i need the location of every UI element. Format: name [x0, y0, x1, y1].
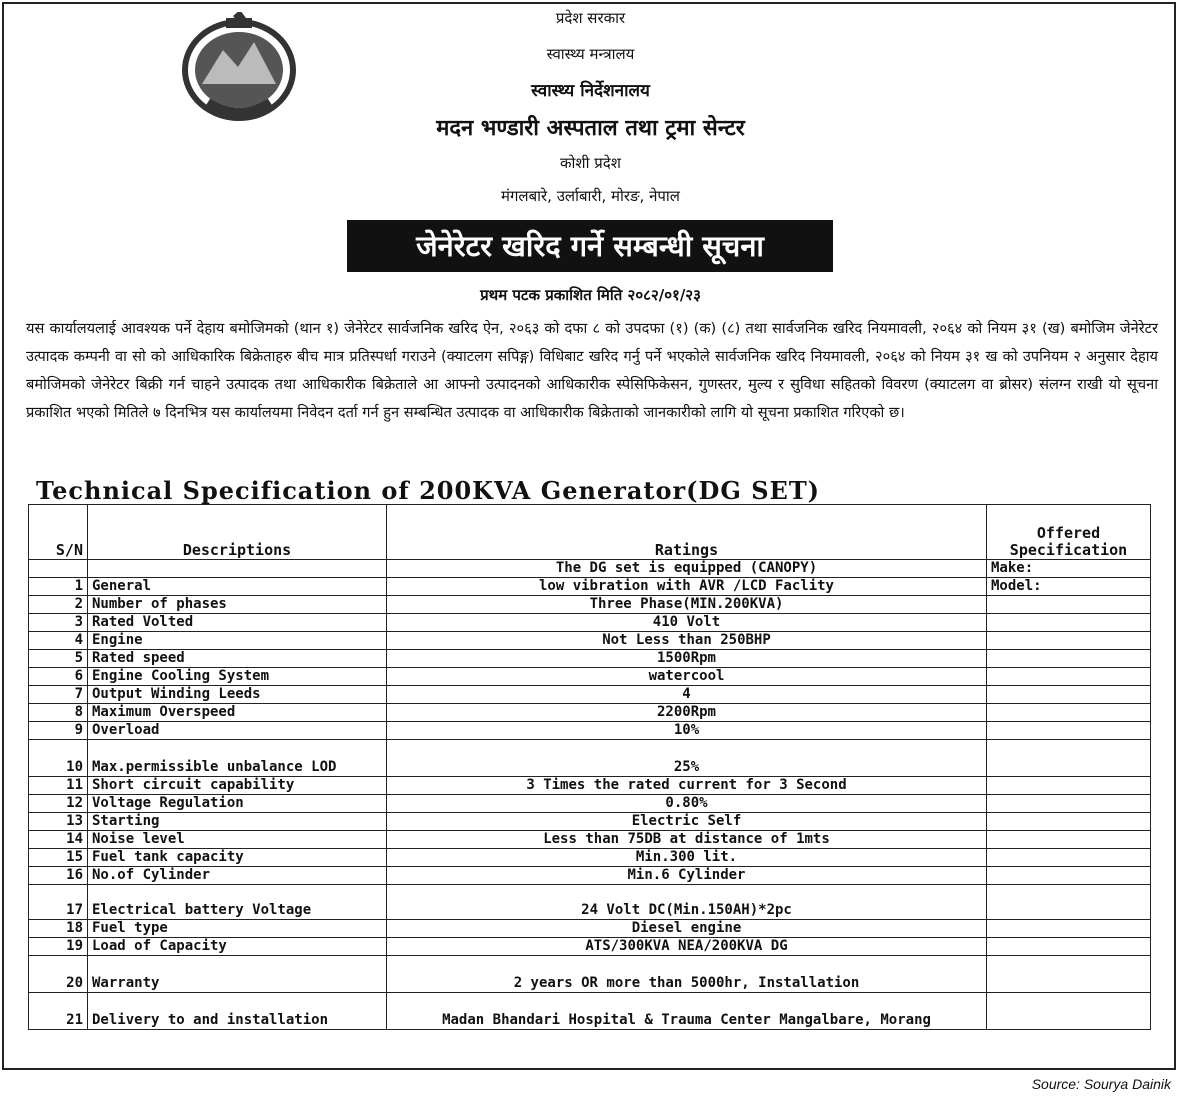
row-description: Max.permissible unbalance LOD — [88, 740, 387, 777]
row-description: Rated speed — [88, 650, 387, 668]
row-description: Engine Cooling System — [88, 668, 387, 686]
table-header-row — [29, 505, 1151, 560]
row-offered — [987, 867, 1151, 885]
row-rating: Electric Self — [387, 813, 987, 831]
header-address: मंगलबारे, उर्लाबारी, मोरङ, नेपाल — [501, 187, 680, 205]
row-sn: 3 — [29, 614, 88, 632]
row-offered — [987, 740, 1151, 777]
row-offered — [987, 849, 1151, 867]
row-description: Fuel type — [88, 920, 387, 938]
row-rating: 10% — [387, 722, 987, 740]
row-offered: Model: — [987, 578, 1151, 596]
table-row — [29, 650, 1151, 668]
row-sn: 9 — [29, 722, 88, 740]
row-sn: 2 — [29, 596, 88, 614]
spec-table — [28, 504, 1151, 1030]
row-sn: 15 — [29, 849, 88, 867]
row-rating: low vibration with AVR /LCD Faclity — [387, 578, 987, 596]
table-row — [29, 956, 1151, 993]
row-sn: 6 — [29, 668, 88, 686]
table-row — [29, 668, 1151, 686]
row-description: Warranty — [88, 956, 387, 993]
row-sn: 4 — [29, 632, 88, 650]
row-offered — [987, 722, 1151, 740]
row-rating: Min.300 lit. — [387, 849, 987, 867]
table-row — [29, 614, 1151, 632]
row-description: Electrical battery Voltage — [88, 885, 387, 920]
row-offered — [987, 650, 1151, 668]
row-rating: 25% — [387, 740, 987, 777]
table-row — [29, 993, 1151, 1030]
row-rating: 0.80% — [387, 795, 987, 813]
row-sn: 16 — [29, 867, 88, 885]
row-description: Load of Capacity — [88, 938, 387, 956]
row-description: Maximum Overspeed — [88, 704, 387, 722]
header-descriptions: Descriptions — [88, 505, 387, 560]
row-sn: 1 — [29, 578, 88, 596]
row-rating: The DG set is equipped (CANOPY) — [387, 560, 987, 578]
row-description: Number of phases — [88, 596, 387, 614]
hospital-name: मदन भण्डारी अस्पताल तथा ट्रमा सेन्टर — [436, 116, 745, 141]
government-emblem-icon — [178, 12, 300, 124]
row-rating: watercool — [387, 668, 987, 686]
row-description: Output Winding Leeds — [88, 686, 387, 704]
row-sn: 8 — [29, 704, 88, 722]
notice-body: यस कार्यालयलाई आवश्यक पर्ने देहाय बमोजिमको (थान १) जेनेरेटर सार्वजनिक खरिद ऐन, २०६३ को दफा ८ को उपदफा (१) (क) (८) तथा सार्वजनिक खरिद नियमावली, २०६४ को नियम ३१ (ख) बमोजिम जेनेरेटर उत्पादक कम्पनी वा सो को आधिकारिक बिक्रेताहरु बीच मात्र प्रतिस्पर्धा गराउने (क्याटलग सपिङ्ग) विधिबाट खरिद गर्नु पर्ने भएकोले सार्वजनिक खरिद नियमावली, २०६४ को नियम ३१ ख को उपनियम २ अनुसार देहाय बमोजिमको जेनेरेटर बिक्री गर्न चाहने उत्पादक तथा आधिकारीक बिक्रेताले आ आफ्नो उत्पादनको आधिकारीक स्पेसिफिकेसन, गुणस्तर, मुल्य र सुविधा सहितको विवरण (क्याटलग वा ब्रोसर) संलग्न राखी यो सूचना प्रकाशित भएको मितिले ७ दिनभित्र यस कार्यालयमा निवेदन दर्ता गर्न हुन सम्बन्धित उत्पादक वा आधिकारीक बिक्रेताको जानकारीको लागि यो सूचना प्रकाशित गरिएको छ। — [26, 320, 1158, 421]
row-sn: 11 — [29, 777, 88, 795]
row-rating: Less than 75DB at distance of 1mts — [387, 831, 987, 849]
row-sn: 13 — [29, 813, 88, 831]
table-row — [29, 777, 1151, 795]
table-row — [29, 831, 1151, 849]
row-description: Voltage Regulation — [88, 795, 387, 813]
table-row — [29, 920, 1151, 938]
row-offered — [987, 920, 1151, 938]
row-offered — [987, 993, 1151, 1030]
row-sn: 19 — [29, 938, 88, 956]
row-offered — [987, 668, 1151, 686]
row-sn: 12 — [29, 795, 88, 813]
row-rating: 4 — [387, 686, 987, 704]
row-description: Fuel tank capacity — [88, 849, 387, 867]
row-rating: Min.6 Cylinder — [387, 867, 987, 885]
row-offered — [987, 813, 1151, 831]
row-rating: 1500Rpm — [387, 650, 987, 668]
row-description: Overload — [88, 722, 387, 740]
row-sn: 17 — [29, 885, 88, 920]
row-sn: 14 — [29, 831, 88, 849]
header-ratings: Ratings — [387, 505, 987, 560]
spec-title: Technical Specification of 200KVA Generator(DG SET) — [36, 476, 821, 505]
row-offered — [987, 686, 1151, 704]
row-offered — [987, 795, 1151, 813]
table-row — [29, 632, 1151, 650]
row-rating: 2200Rpm — [387, 704, 987, 722]
header-line-5: कोशी प्रदेश — [560, 154, 621, 172]
row-sn — [29, 560, 88, 578]
row-rating: 2 years OR more than 5000hr, Installation — [387, 956, 987, 993]
row-sn: 18 — [29, 920, 88, 938]
row-offered — [987, 885, 1151, 920]
row-rating: Not Less than 250BHP — [387, 632, 987, 650]
table-row — [29, 885, 1151, 920]
row-offered — [987, 777, 1151, 795]
row-description: Rated Volted — [88, 614, 387, 632]
row-description — [88, 560, 387, 578]
row-offered — [987, 596, 1151, 614]
published-date: प्रथम पटक प्रकाशित मिति २०८२/०१/२३ — [480, 286, 701, 304]
row-sn: 7 — [29, 686, 88, 704]
row-description: No.of Cylinder — [88, 867, 387, 885]
header-offered: Offered Specification — [987, 505, 1151, 560]
table-row — [29, 722, 1151, 740]
source-credit: Source: Sourya Dainik — [1031, 1076, 1171, 1092]
header-sn: S/N — [29, 505, 88, 560]
row-rating: Three Phase(MIN.200KVA) — [387, 596, 987, 614]
table-row — [29, 867, 1151, 885]
row-sn: 20 — [29, 956, 88, 993]
table-row — [29, 686, 1151, 704]
row-sn: 5 — [29, 650, 88, 668]
row-description: Short circuit capability — [88, 777, 387, 795]
header-line-3: स्वास्थ्य निर्देशनालय — [531, 81, 650, 101]
row-rating: Madan Bhandari Hospital & Trauma Center Mangalbare, Morang — [387, 993, 987, 1030]
row-rating: 3 Times the rated current for 3 Second — [387, 777, 987, 795]
table-row — [29, 560, 1151, 578]
table-row — [29, 704, 1151, 722]
table-row — [29, 596, 1151, 614]
table-row — [29, 740, 1151, 777]
table-row — [29, 938, 1151, 956]
row-sn: 21 — [29, 993, 88, 1030]
row-offered: Make: — [987, 560, 1151, 578]
row-offered — [987, 632, 1151, 650]
row-offered — [987, 956, 1151, 993]
row-rating: ATS/300KVA NEA/200KVA DG — [387, 938, 987, 956]
row-sn: 10 — [29, 740, 88, 777]
row-offered — [987, 938, 1151, 956]
row-rating: Diesel engine — [387, 920, 987, 938]
header-line-2: स्वास्थ्य मन्त्रालय — [546, 45, 635, 63]
header-line-1: प्रदेश सरकार — [555, 9, 626, 27]
row-description: Engine — [88, 632, 387, 650]
table-row — [29, 813, 1151, 831]
row-offered — [987, 614, 1151, 632]
row-description: Noise level — [88, 831, 387, 849]
row-rating: 410 Volt — [387, 614, 987, 632]
row-rating: 24 Volt DC(Min.150AH)*2pc — [387, 885, 987, 920]
table-row — [29, 578, 1151, 596]
notice-title: जेनेरेटर खरिद गर्ने सम्बन्धी सूचना — [347, 220, 833, 272]
row-offered — [987, 831, 1151, 849]
row-description: Starting — [88, 813, 387, 831]
table-row — [29, 795, 1151, 813]
row-description: General — [88, 578, 387, 596]
row-description: Delivery to and installation — [88, 993, 387, 1030]
table-row — [29, 849, 1151, 867]
row-offered — [987, 704, 1151, 722]
